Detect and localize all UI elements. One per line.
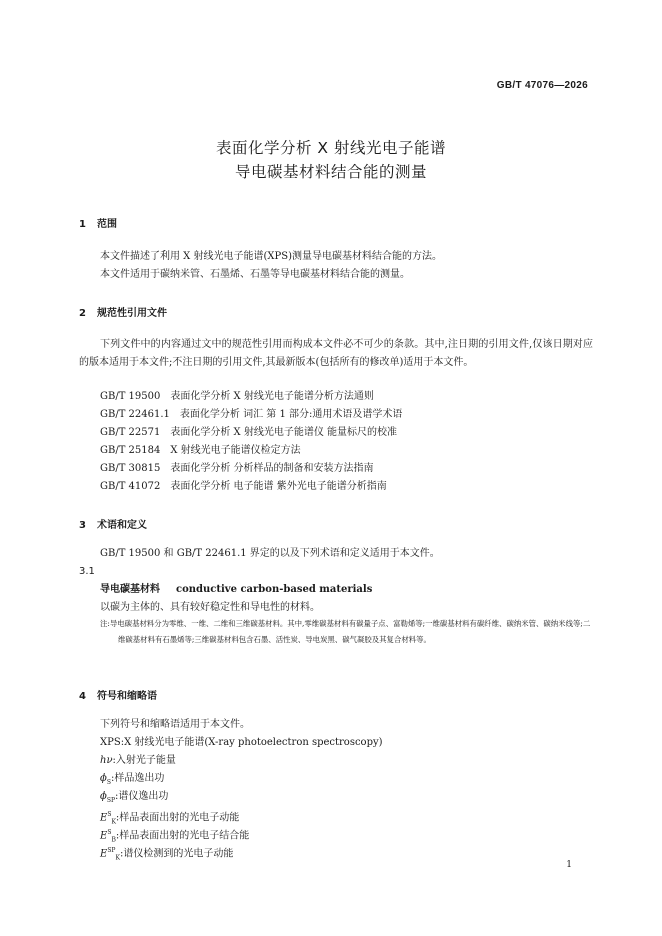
reference-code: GB/T 25184 [100,445,161,456]
reference-code: GB/T 41072 [100,481,161,492]
reference-item [100,463,374,475]
scope-paragraph-1: 本文件描述了利用 X 射线光电子能谱(XPS)测量导电碳基材料结合能的方法。 [100,251,442,262]
symbol-row-ek-s [100,809,239,828]
reference-title: 表面化学分析 电子能谱 紫外光电子能谱分析指南 [170,481,387,492]
symbol-e: E [100,830,108,842]
symbol-xps: XPS [100,737,121,748]
symbol-subscript: SP [106,797,115,804]
term-definition: 以碳为主体的、具有较好稳定性和导电性的材料。 [100,602,320,613]
section-number: 4 [79,691,86,702]
page-number: 1 [566,860,572,870]
reference-item [100,427,397,439]
reference-title: 表面化学分析 分析样品的制备和安装方法指南 [170,463,374,474]
reference-item [100,445,301,457]
section-title: 术语和定义 [97,520,147,531]
symbol-e: E [100,812,108,824]
document-title-line2: 导电碳基材料结合能的测量 [234,163,427,181]
symbol-row-ek-sp [100,845,233,864]
reference-code: GB/T 30815 [100,463,161,474]
symbol-subscript: K [111,818,116,826]
section-title: 范围 [97,219,117,230]
section-1-heading [79,215,117,230]
standard-number: GB/T 47076—2026 [496,80,588,91]
symbol-phi: ϕ [100,791,107,802]
section-2-heading [79,304,167,319]
symbol-superscript: S [107,829,112,836]
document-title-line1: 表面化学分析 X 射线光电子能谱 [216,139,446,157]
term-number: 3.1 [79,566,95,577]
reference-item [100,409,402,421]
symbol-superscript: S [107,811,112,818]
section-title: 符号和缩略语 [97,691,157,702]
reference-code: GB/T 22571 [100,427,161,438]
section-number: 1 [79,219,86,230]
symbol-phi-sp-desc: :谱仪逸出功 [114,791,169,802]
symbol-ek-s-desc: :样品表面出射的光电子动能 [115,812,240,824]
symbol-ek-sp-desc: :谱仪检测到的光电子动能 [119,848,234,860]
note-text: 导电碳基材料分为零维、一维、二维和三维碳基材料。其中,零维碳基材料有碳量子点、富勒烯等;一维碳基材料有碳纤维、碳纳米管、碳纳米线等;二维碳基材料有石墨烯等;三维碳基材料包含石墨、活性炭、导电炭黑、碳气凝胶及其复合材料等。 [109,619,591,644]
reference-title: 表面化学分析 词汇 第 1 部分:通用术语及谱学术语 [179,409,403,420]
terms-intro: GB/T 19500 和 GB/T 22461.1 界定的以及下列术语和定义适用于本文件。 [100,548,440,559]
symbol-phi-s-desc: :样品逸出功 [110,773,165,784]
reference-title: 表面化学分析 X 射线光电子能谱仪 能量标尺的校准 [170,427,398,438]
section-number: 3 [79,520,86,531]
note-label: 注: [100,619,110,628]
symbol-subscript: S [106,779,111,786]
symbol-row-hv [100,755,176,767]
symbol-row-phi-s [100,773,164,789]
section-4-heading [79,687,157,702]
symbol-row-xps [100,737,383,749]
symbol-row-phi-sp [100,791,168,807]
term-note [100,616,594,648]
symbol-hv-desc: :入射光子能量 [112,755,176,766]
term-entry [100,584,372,596]
term-english: conductive carbon-based materials [176,584,373,595]
term-chinese: 导电碳基材料 [100,584,160,595]
symbol-xps-desc: :X 射线光电子能谱(X-ray photoelectron spectroscopy) [120,737,383,748]
normative-references-intro: 下列文件中的内容通过文中的规范性引用而构成本文件必不可少的条款。其中,注日期的引用文件,仅该日期对应的版本适用于本文件;不注日期的引用文件,其最新版本(包括所有的修改单)适用于本文件。 [79,339,593,368]
scope-paragraph-2: 本文件适用于碳纳米管、石墨烯、石墨等导电碳基材料结合能的测量。 [100,269,410,280]
symbol-hv: hν [100,755,113,766]
symbol-subscript: B [111,836,116,844]
reference-item [100,481,387,493]
section-3-heading [79,516,147,531]
symbol-superscript: SP [107,847,116,854]
reference-title: X 射线光电子能谱仪检定方法 [170,445,301,456]
symbol-phi: ϕ [100,773,107,784]
reference-code: GB/T 19500 [100,391,161,402]
symbols-intro: 下列符号和缩略语适用于本文件。 [100,719,250,730]
reference-item [100,391,374,403]
symbol-e: E [100,848,108,860]
section-number: 2 [79,308,86,319]
section-title: 规范性引用文件 [97,308,167,319]
reference-code: GB/T 22461.1 [100,409,170,420]
reference-title: 表面化学分析 X 射线光电子能谱分析方法通则 [170,391,374,402]
symbol-subscript: K [115,854,120,862]
symbol-row-eb-s [100,827,249,846]
symbol-eb-s-desc: :样品表面出射的光电子结合能 [115,830,250,842]
